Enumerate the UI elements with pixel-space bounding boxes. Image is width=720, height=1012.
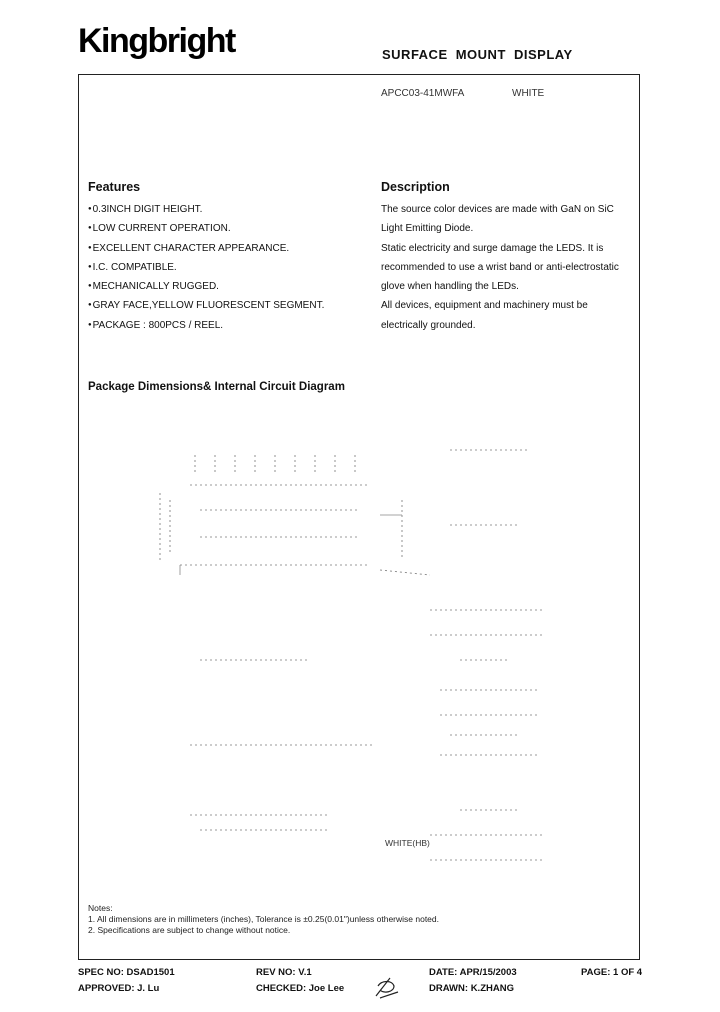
description-line: The source color devices are made with GaN on SiC	[381, 204, 614, 215]
internal-circuit-diagram	[420, 440, 560, 880]
part-color: WHITE	[512, 88, 545, 99]
features-heading: Features	[88, 180, 141, 194]
feature-item: ● PACKAGE : 800PCS / REEL.	[88, 316, 324, 335]
note-item: 1. All dimensions are in millimeters (inches), Tolerance is ±0.25(0.01")unless otherwise noted.	[88, 914, 439, 924]
drawn-by: DRAWN: K.ZHANG	[429, 983, 514, 994]
description-line: glove when handling the LEDs.	[381, 281, 519, 293]
document-date: DATE: APR/15/2003	[429, 967, 517, 978]
package-heading: Package Dimensions& Internal Circuit Diagram	[88, 381, 345, 393]
package-dimension-drawing	[140, 425, 440, 865]
page-number: PAGE: 1 OF 4	[581, 967, 643, 978]
notes	[88, 903, 439, 936]
description-line: electrically grounded.	[381, 319, 476, 331]
feature-item: ● LOW CURRENT OPERATION.	[88, 219, 324, 238]
revision-number: REV NO: V.1	[256, 967, 312, 978]
note-item: 2. Specifications are subject to change without notice.	[88, 925, 291, 935]
feature-item: ● EXCELLENT CHARACTER APPEARANCE.	[88, 239, 324, 258]
document-title: SURFACE MOUNT DISPLAY	[382, 47, 573, 62]
notes-title: Notes:	[88, 903, 113, 913]
circuit-color-label: WHITE(HB)	[385, 838, 430, 848]
feature-item: ● 0.3INCH DIGIT HEIGHT.	[88, 200, 324, 219]
description-line: Static electricity and surge damage the LEDS. It is	[381, 242, 604, 254]
checked-by: CHECKED: Joe Lee	[256, 983, 345, 994]
description-line: recommended to use a wrist band or anti-electrostatic	[381, 261, 619, 273]
feature-item: ● I.C. COMPATIBLE.	[88, 258, 324, 277]
approved-by: APPROVED: J. Lu	[78, 983, 160, 994]
feature-item: ● GRAY FACE,YELLOW FLUORESCENT SEGMENT.	[88, 296, 324, 315]
spec-number: SPEC NO: DSAD1501	[78, 967, 175, 978]
description-text	[381, 200, 641, 335]
features-list	[88, 200, 324, 335]
brand-logo: Kingbright	[78, 22, 235, 60]
signature-mark-icon	[372, 972, 402, 1002]
description-line: All devices, equipment and machinery must be	[381, 300, 588, 312]
part-number: APCC03-41MWFA	[381, 88, 465, 99]
feature-item: ● MECHANICALLY RUGGED.	[88, 277, 324, 296]
description-line: Light Emitting Diode.	[381, 223, 474, 235]
description-heading: Description	[381, 180, 450, 194]
